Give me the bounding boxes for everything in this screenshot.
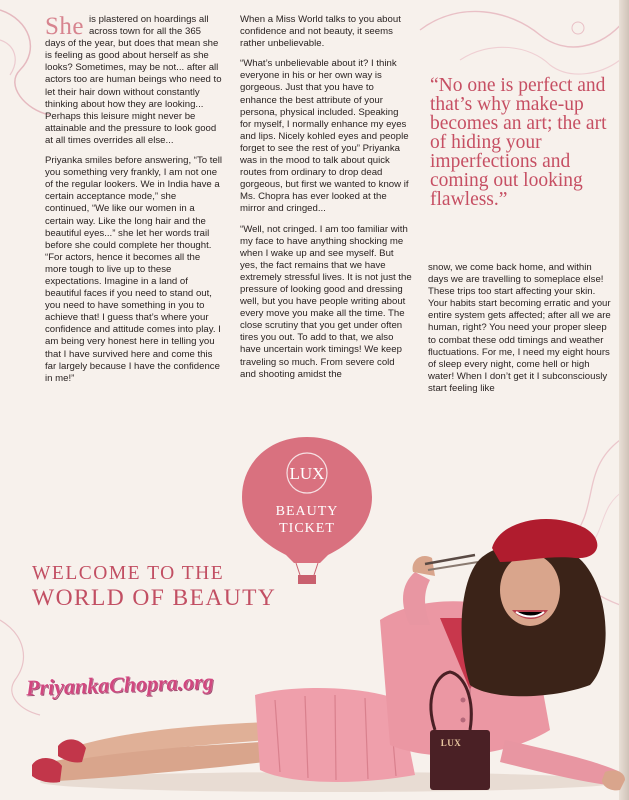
balloon-brand: LUX	[289, 464, 325, 483]
article-paragraph: “What’s unbelievable about it? I think everyone in his or her own way is gorgeous. Just that you have to enhance the best attribute of your persona, physical included. Speaking for myself, I normally enhance my eyes and lips. Nicely kohled eyes and people forget to see the rest of you” Priyanka was in the mood to talk about quick routes from ordinary to drop dead gorgeous, but first we wanted to know if Ms. Chopra has ever looked at the mirror and cringed...	[240, 58, 409, 215]
balloon-line-2: TICKET	[279, 521, 335, 536]
article-column-3	[428, 262, 613, 403]
welcome-line-1: WELCOME TO THE	[32, 563, 225, 584]
article-paragraph: snow, we come back home, and within days we are travelling to someplace else! These trips too start affecting your skin. Your habits start becoming erratic and your entire system gets affected; after all we are human, right? You need your proper sleep to combat these odd timings and weather fluctuations. For me, I need my eight hours of sleep every night, come hell or high water! When I don’t get it I subconsciously start feeling like	[428, 262, 611, 394]
drop-cap-she: She	[45, 13, 84, 40]
bag-brand-label: LUX	[440, 738, 462, 748]
welcome-heading	[32, 563, 276, 611]
pull-quote: “No one is perfect and that’s why make-up becomes an art; the art of hiding your imperfections and coming out looking flawless.”	[430, 75, 607, 210]
site-watermark: PriyankaChopra.org	[25, 668, 215, 701]
article-column-2	[240, 14, 412, 389]
article-paragraph: Priyanka smiles before answering, “To tell you something very frankly, I am not one of the regular lookers. We in India have a certain acceptance mode,” she continued, “We like our women in a certain way. Like the long hair and the beautiful eyes...” she let her words trail before she could complete her thought. “For actors, hence it becomes all the more tough to live up to these expectations. Imagine in a land of beautiful faces if you need to stand out, you need to have something in you to achieve that! I guess that’s where your confidence and attitude comes into play. I am being very honest here in telling you that I have survived here and come this far largely because I have the confidence in me!”	[45, 155, 223, 384]
welcome-line-2: WORLD OF BEAUTY	[32, 585, 277, 611]
article-paragraph: She is plastered on hoardings all across town for all the 365 days of the year, but does that mean she is feeling as good about herself as she looks? Sometimes, may be not... after all actors too are human beings who need to let their hair down without constantly thinking about how they are looking... Perhaps this leisure might never be attainable and the pressure to look good at all times overrides all else...	[45, 13, 222, 146]
article-paragraph: When a Miss World talks to you about confidence and not beauty, it seems rather unbelievable.	[240, 14, 401, 50]
article-paragraph: “Well, not cringed. I am too familiar with my face to have anything shocking me when I wake up and see myself. But yes, the fact remains that we have extremely stressful lives. It is not just the pressure of looking good and dressing well, but you have people writing about every move you make all the time. The close scrutiny that you get under often tires you out. To add to that, we also have uncertain work timings! We keep traveling so much. From severe cold and shooting amidst the	[240, 223, 412, 380]
article-column-1	[45, 14, 223, 393]
balloon-line-1: BEAUTY	[275, 504, 339, 519]
